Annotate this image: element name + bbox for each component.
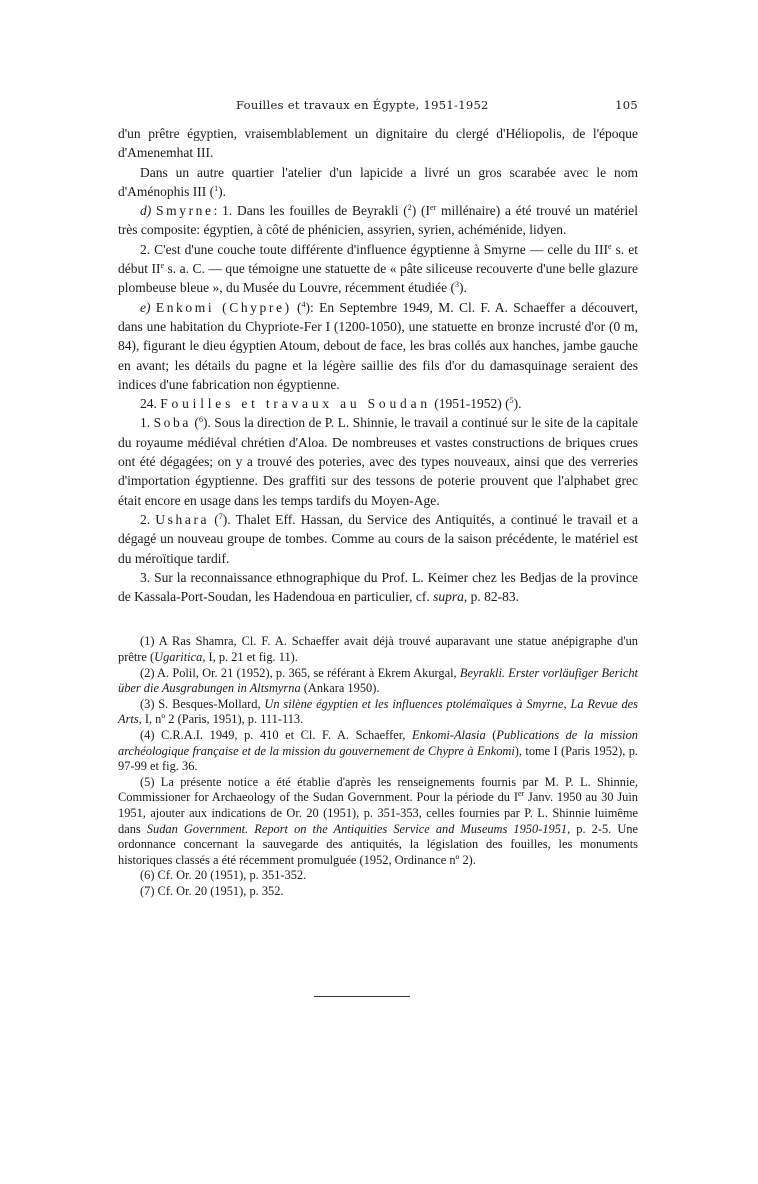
paragraph-ushara: 2. Ushara ($^7$). Thalet Eff. Hassan, du Service des Antiquités, a continué le travail et a dégagé un nouveau groupe de tombes. Comme au cours de la saison précédente, le matériel est du méroïtique tardif. bbox=[118, 511, 639, 566]
page-number: 105 bbox=[615, 98, 638, 112]
footnote-4: (4) C.R.A.I. 1949, p. 410 et Cl. F. A. Schaeffer, Enkomi-Alasia (Publications de la mission archéologique française et de la mission du gouvernement de Chypre à Enkomi), tome I (Paris 1952), p. 97-99 et fig. 36. bbox=[118, 727, 638, 774]
place-name-enkomi: Enkomi (Chypre) bbox=[155, 299, 292, 315]
footnote-ref: 4 bbox=[301, 299, 306, 309]
paragraph-scarab: Dans un autre quartier l'atelier d'un lapicide a livré un gros scarabée avec le nom d'Aménophis III ($^1$). bbox=[118, 164, 638, 199]
place-name-smyrne: Smyrne bbox=[156, 203, 214, 219]
page bbox=[118, 96, 638, 900]
section-heading-soudan: 24. Fouilles et travaux au Soudan (1951-1952) ($^5$). bbox=[140, 396, 522, 412]
footnote-ref: 2 bbox=[407, 203, 412, 213]
footnote-ref: 3 bbox=[455, 280, 460, 290]
footnote-ref: 1 bbox=[214, 183, 219, 193]
paragraph-smyrne-2: 2. C'est d'une couche toute différente d'influence égyptienne à Smyrne — celle du IIIe s. et début IIe s. a. C. — que témoigne une statuette de « pâte siliceuse recouverte d'une belle glazure plombeuse bleue », du Musée du Louvre, récemment étudiée ($^3$). bbox=[118, 241, 639, 296]
place-name-ushara: Ushara bbox=[155, 511, 210, 527]
footnote-1: (1) A Ras Shamra, Cl. F. A. Schaeffer avait déjà trouvé auparavant une statue anépigraphe d'un prêtre (Ugaritica, I, p. 21 et fig. 11). bbox=[118, 634, 638, 665]
footnote-ref: 7 bbox=[218, 511, 223, 521]
paragraph-soba: 1. Soba ($^6$). Sous la direction de P. L. Shinnie, le travail a continué sur le site de la capitale du royaume médiéval chrétien d'Aloa. De nombreuses et vastes constructions de briques crues ont été dégagées; on y a trouvé des poteries, avec des types nouveaux, ainsi que des verreries d'importation égyptienne. Des graffiti sur des tessons de poterie prouvent que l'alphabet grec était encore en usage dans les temps tardifs du Moyen-Age. bbox=[118, 415, 638, 508]
paragraph-heliopolis: d'un prêtre égyptien, vraisemblablement un dignitaire du clergé d'Héliopolis, de l'époque d'Amenemhat III. bbox=[118, 126, 638, 161]
paragraph-enkomi: e) Enkomi (Chypre) ($^4$): En Septembre 1949, M. Cl. F. A. Schaeffer a découvert, dans une habitation du Chypriote-Fer I (1200-1050), une statuette en bronze incrusté d'or (0 m, 84), figurant le dieu égyptien Atoum, debout de face, les bras collés aux hanches, jambe gauche en avant; les détails du pagne et la légère saillie des fils d'or du damasquinage seraient des indices d'une fabrication non égyptienne. bbox=[118, 299, 639, 392]
footnote-ref: 6 bbox=[198, 415, 203, 425]
footnote-6: (6) Cf. Or. 20 (1951), p. 351-352. bbox=[140, 868, 307, 883]
footnote-7: (7) Cf. Or. 20 (1951), p. 352. bbox=[140, 883, 284, 898]
running-title: Fouilles et travaux en Égypte, 1951-1952 bbox=[236, 98, 489, 112]
paragraph-smyrne: d) Smyrne: 1. Dans les fouilles de Beyrakli ($^2$) (Ier millénaire) a été trouvé un matériel très composite: égyptien, à côté de phénicien, assyrien, syrien, achéménide, lidyen. bbox=[118, 203, 638, 238]
paragraph-keimer: 3. Sur la reconnaissance ethnographique du Prof. L. Keimer chez les Bedjas de la province de Kassala-Port-Soudan, les Hadendoua en particulier, cf. supra, p. 82-83. bbox=[118, 569, 638, 605]
footnote-ref: 5 bbox=[509, 396, 514, 406]
place-name-soba: Soba bbox=[153, 415, 191, 431]
running-head bbox=[118, 96, 638, 118]
footnote-3: (3) S. Besques-Mollard, Un silène égyptien et les influences ptolémaïques à Smyrne, La Revue des Arts, I, nº 2 (Paris, 1951), p. 111-113. bbox=[118, 696, 638, 727]
closing-rule bbox=[314, 996, 410, 997]
footnotes bbox=[118, 634, 638, 899]
footnote-2: (2) A. Polil, Or. 21 (1952), p. 365, se référant à Ekrem Akurgal, Beyrakli. Erster vorläufiger Bericht über die Ausgrabungen in Altsmyrna (Ankara 1950). bbox=[118, 665, 638, 696]
footnote-5: (5) La présente notice a été établie d'après les renseignements fournis par M. P. L. Shinnie, Commissioner for Archaeology of the Sudan Government. Pour la période du Ier Janv. 1950 au 30 Juin 1951, ajouter aux indications de Or. 20 (1951), p. 351-353, celles fournies par P. L. Shinnie luimême dans Sudan Government. Report on the Antiquities Service and Museums 1950-1951, p. 2-5. Une ordonnance concernant la sauvegarde des antiquités, la législation des fouilles, les monuments historiques classés a été récemment promulguée (1952, Ordinance nº 2). bbox=[118, 774, 639, 867]
section-title: Fouilles et travaux au Soudan bbox=[160, 396, 431, 412]
body-text bbox=[118, 124, 638, 606]
